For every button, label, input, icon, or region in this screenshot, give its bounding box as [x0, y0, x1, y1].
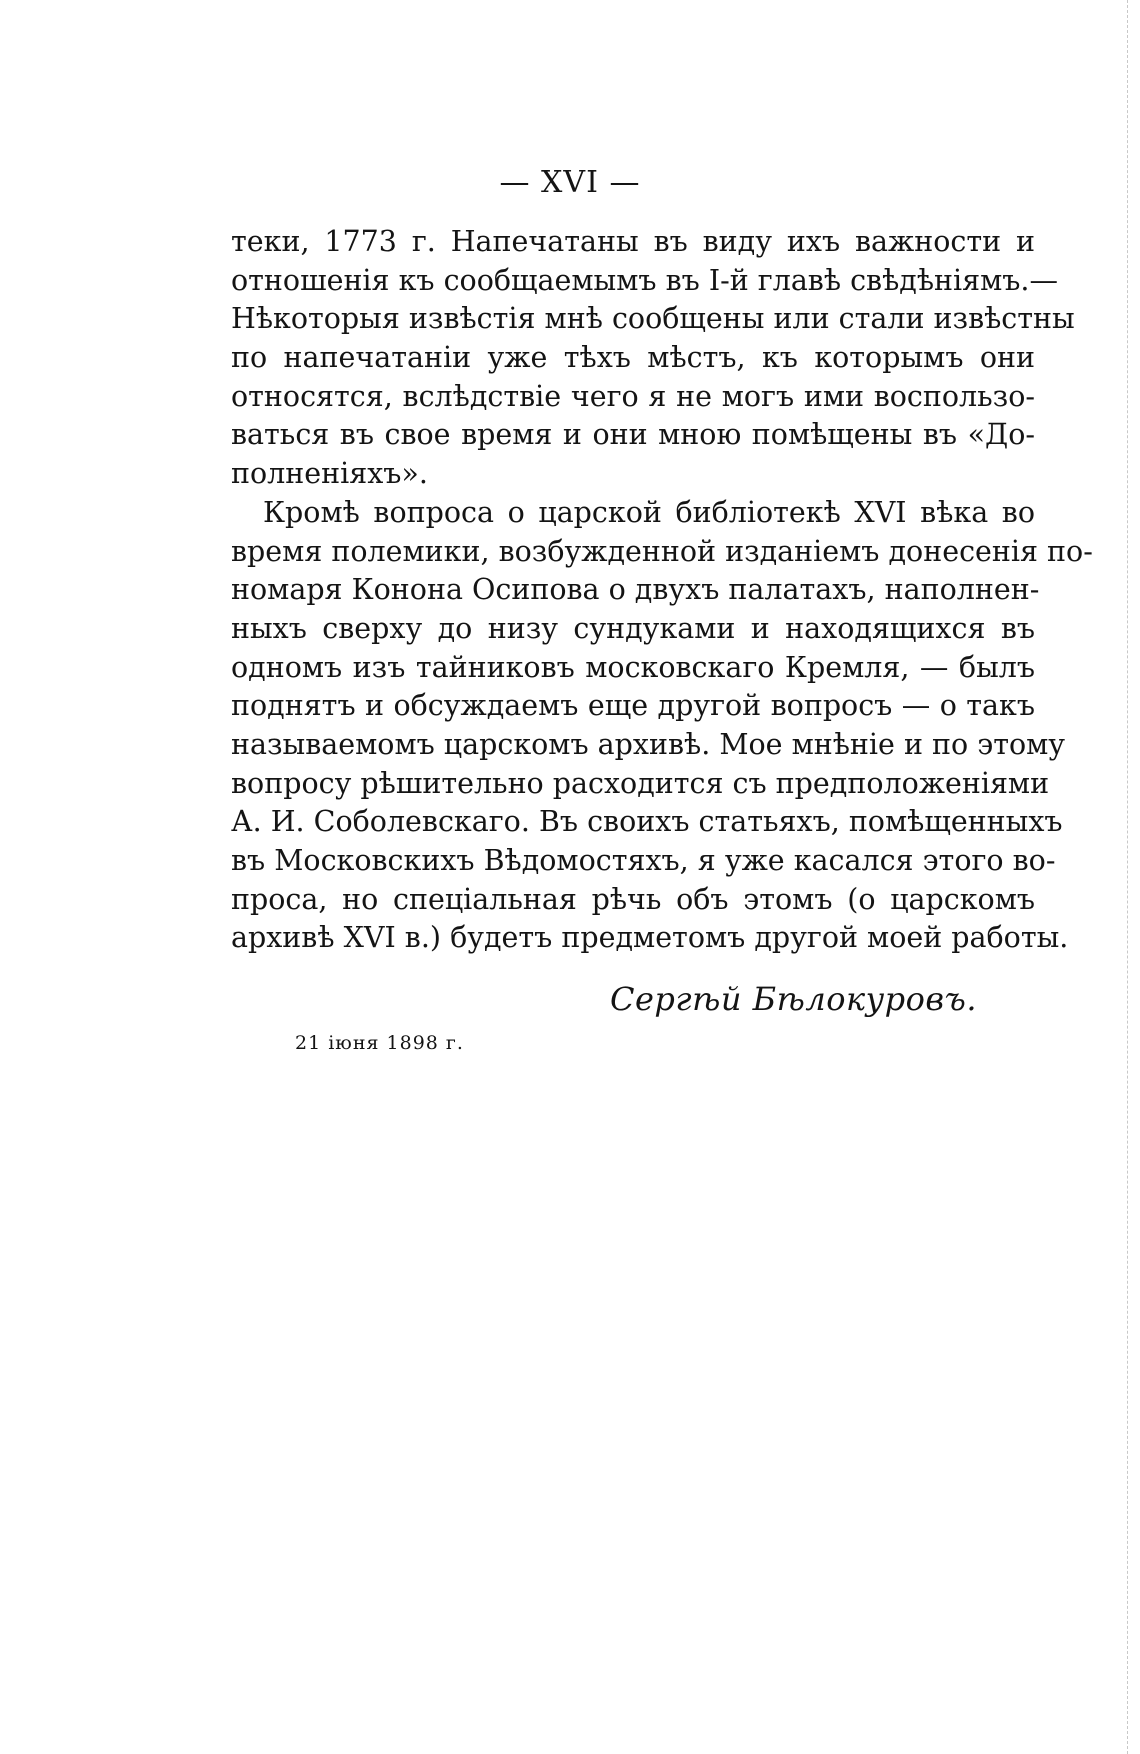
text-line: въ Московскихъ Вѣдомостяхъ, я уже касался этого во-	[231, 844, 1056, 877]
text-line: теки, 1773 г. Напечатаны въ виду ихъ важности и	[231, 225, 1035, 258]
text-line: время полемики, возбужденной изданіемъ донесенія по-	[231, 534, 1093, 568]
text-line: отношенія къ сообщаемымъ въ I-й главѣ свѣдѣніямъ.—	[231, 263, 1058, 297]
text-line: проса, но спеціальная рѣчь объ этомъ (о царскомъ	[231, 882, 1035, 916]
text-line: по напечатаніи уже тѣхъ мѣстъ, къ которымъ они	[231, 341, 1035, 375]
author-signature: Сергѣй Бѣлокуровъ.	[610, 980, 978, 1018]
text-line: вопросу рѣшительно расходится съ предположеніями	[231, 766, 1050, 800]
text-line: Нѣкоторыя извѣстія мнѣ сообщены или стали извѣстны	[231, 302, 1075, 336]
date-line: 21 іюня 1898 г.	[295, 1032, 464, 1054]
text-line: А. И. Соболевскаго. Въ своихъ статьяхъ, помѣщенныхъ	[231, 805, 1063, 839]
text-line: относятся, вслѣдствіе чего я не могъ ими воспользо-	[231, 379, 1035, 413]
body-text	[231, 223, 1093, 958]
text-line: полненіяхъ».	[231, 457, 428, 491]
page-number: — XVI —	[499, 165, 641, 200]
text-line: архивѣ XVI в.) будетъ предметомъ другой моей работы.	[231, 921, 1069, 955]
page-edge-scan-artifact	[1127, 0, 1140, 1754]
text-line: номаря Конона Осипова о двухъ палатахъ, наполнен-	[231, 573, 1040, 607]
text-line: одномъ изъ тайниковъ московскаго Кремля, — былъ	[231, 650, 1035, 684]
text-line: ваться въ свое время и они мною помѣщены въ «До-	[231, 418, 1035, 452]
text-line: Кромѣ вопроса о царской библіотекѣ XVI вѣка во	[263, 495, 1035, 529]
text-line: поднятъ и обсуждаемъ еще другой вопросъ — о такъ	[231, 689, 1035, 723]
text-line: называемомъ царскомъ архивѣ. Мое мнѣніе и по этому	[231, 727, 1066, 761]
text-line: ныхъ сверху до низу сундуками и находящихся въ	[231, 611, 1035, 645]
